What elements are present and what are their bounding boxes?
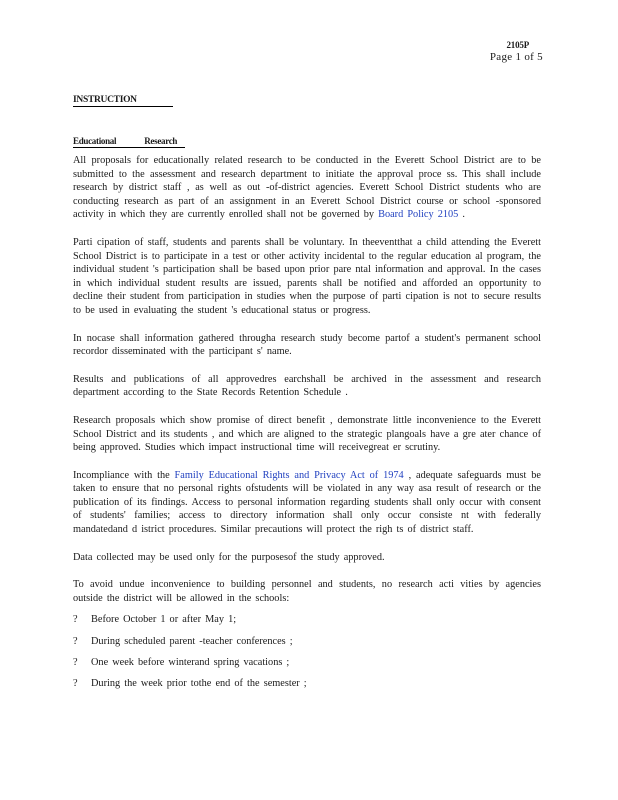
paragraph-scope (73, 154, 541, 222)
bullet-mark: ? (73, 677, 78, 689)
list-item-text: Before October 1 or after May 1; (91, 614, 237, 626)
paragraph-data-use: Data collected may be used only for the purposesof the study approved. (73, 551, 385, 563)
list-item-text: During the week prior tothe end of the semester ; (91, 677, 307, 689)
bullet-mark: ? (73, 656, 78, 668)
list-item (73, 613, 541, 627)
paragraph-compliance-start: Incompliance with the (73, 469, 175, 481)
paragraph-scope-end: . (458, 209, 465, 221)
paragraph-schedule: To avoid undue inconvenience to building personnel and students, no research acti vities by agencies outside the district will be allowed in the schools: (73, 579, 541, 604)
paragraph-proposals: Research proposals which show promise of direct benefit , demonstrate little inconvenience to the Everett School District and its students , and which are aligned to the strategic plangoals have a gre ater chance of being approved. Studies which impact instructional time will receivegreat er scrutiny. (73, 414, 541, 454)
board-policy-link[interactable]: Board Policy 2105 (378, 209, 459, 221)
subsection-title-word1: Educational (73, 136, 117, 146)
paragraph-compliance (73, 469, 541, 537)
policy-code: 2105P (506, 40, 529, 50)
paragraph-participation: Parti cipation of staff, students and parents shall be voluntary. In theeventthat a child attending the Everett School District is to participate in a test or other activity incidental to the regular education al program, the individual student 's participation shall be based upon prior pare ntal information and approval. In the cases in which individual student results are issued, parents shall be notified and afforded an opportunity to decline their student from participation in studies when the purpose of parti cipation is not to secure results to be used in evaluating the student 's educational status or progress. (73, 236, 541, 316)
document-body (73, 154, 541, 698)
subsection-title (73, 136, 185, 148)
paragraph-results: Results and publications of all approvedres earchshall be archived in the assessment and research department according to the State Records Retention Schedule . (73, 373, 541, 399)
page-number: Page 1 of 5 (489, 51, 543, 63)
list-item (73, 656, 541, 670)
subsection-title-word2: Research (144, 136, 178, 146)
paragraph-scope-text: All proposals for educationally related research to be conducted in the Everett School District are to be submitted to the assessment and research department to initiate the approval proce ss. This shall include research by district staff , as well as out -of-district agencies. Everett School District students who are conducting research as part of an assignment in an Everett School District course or school -sponsored activity in which they are currently enrolled shall not be governed by (73, 155, 541, 221)
list-item-text: One week before winterand spring vacations ; (91, 656, 290, 668)
list-item (73, 677, 541, 691)
paragraph-compliance-end: , adequate safeguards must be taken to ensure that no personal rights ofstudents will be violated in any way asa result of research or the publication of its findings. Access to personal information regarding students shall only occur with consent of students' families; access to directory information shall only occur consiste nt with federally mandatedand d istrict procedures. Similar precautions will protect the righ ts of district staff. (73, 469, 541, 536)
list-item (73, 635, 541, 649)
section-title: INSTRUCTION (73, 94, 173, 107)
ferpa-link[interactable]: Family Educational Rights and Privacy Act of 1974 (174, 469, 404, 481)
list-item-text: During scheduled parent -teacher conferences ; (91, 635, 293, 647)
paragraph-records: In nocase shall information gathered througha research study become partof a student's permanent school recordor disseminated with the participant s' name. (73, 332, 541, 358)
bullet-mark: ? (73, 614, 78, 626)
bullet-mark: ? (73, 635, 78, 647)
restricted-periods-list (73, 613, 541, 690)
